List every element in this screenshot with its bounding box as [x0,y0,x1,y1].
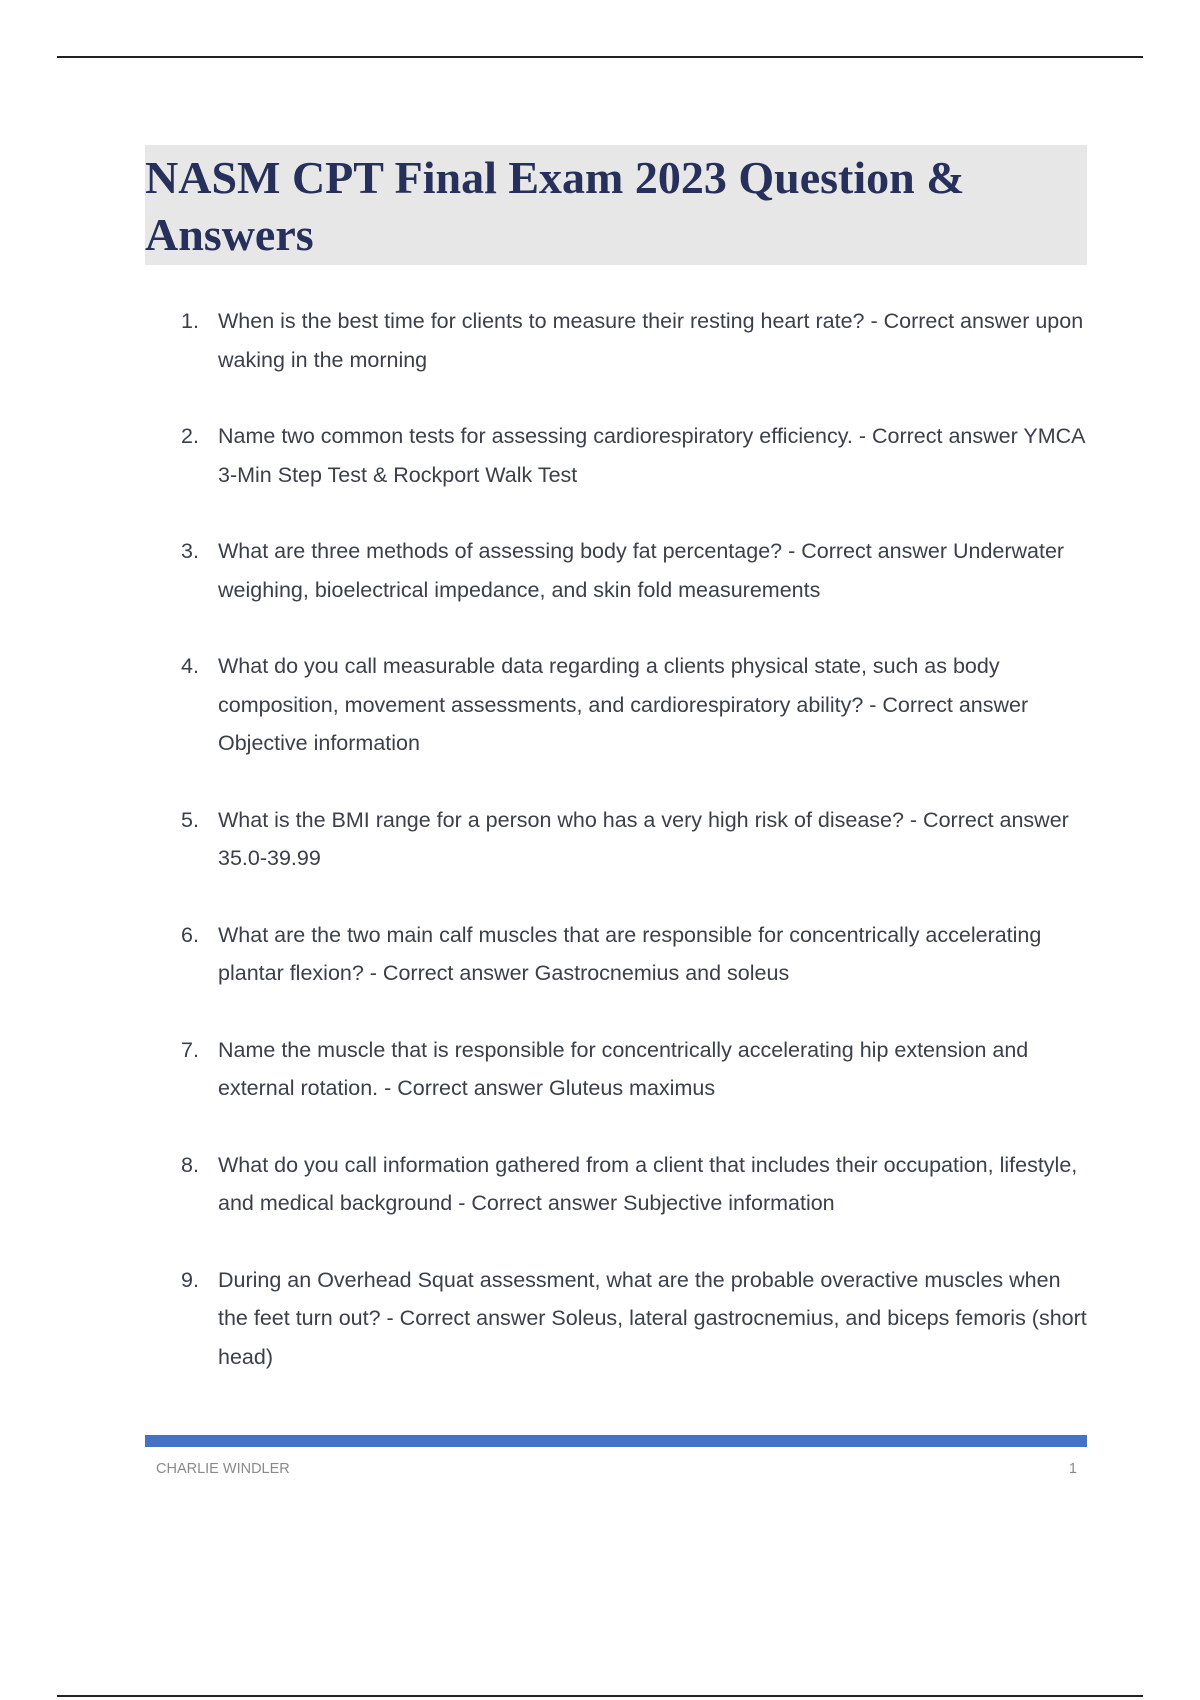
question-number: 2. [181,424,199,448]
question-text: What are three methods of assessing body fat percentage? - Correct answer Underwater weighing, bioelectrical impedance, and skin fold measurements [218,539,1065,602]
question-item [145,801,1087,878]
question-number: 8. [181,1152,199,1177]
question-item [145,532,1087,609]
question-number: 1. [181,309,199,333]
question-text: Name two common tests for assessing cardiorespiratory efficiency. - Correct answer YMCA 3-Min Step Test & Rockport Walk Test [218,424,1085,487]
document-title: NASM CPT Final Exam 2023 Question & Answers [145,152,965,260]
bottom-rule [57,1695,1143,1697]
footer-accent-bar [145,1435,1087,1447]
question-text: Name the muscle that is responsible for concentrically accelerating hip extension and external rotation. - Correct answer Gluteus maximus [218,1037,1029,1100]
question-number: 5. [181,807,199,832]
top-rule [57,56,1143,58]
question-number: 3. [181,539,199,563]
question-number: 4. [181,654,199,678]
footer-author: CHARLIE WINDLER [156,1461,290,1477]
question-text: What are the two main calf muscles that are responsible for concentrically accelerating plantar flexion? - Correct answer Gastrocnemius and soleus [218,922,1042,985]
question-text: What is the BMI range for a person who has a very high risk of disease? - Correct answer 35.0-39.99 [218,807,1069,870]
question-list [145,302,1087,1376]
question-number: 9. [181,1267,199,1292]
question-item [145,647,1087,763]
question-text: What do you call information gathered from a client that includes their occupation, lifestyle, and medical background - Correct answer Subjective information [218,1152,1078,1215]
question-item [145,417,1087,494]
question-number: 7. [181,1037,199,1062]
question-item [145,1031,1087,1108]
question-item [145,916,1087,993]
footer-row [145,1447,1087,1477]
question-text: During an Overhead Squat assessment, what are the probable overactive muscles when the feet turn out? - Correct answer Soleus, lateral gastrocnemius, and biceps femoris (short head) [218,1267,1087,1369]
question-item [145,1261,1087,1377]
question-text: When is the best time for clients to measure their resting heart rate? - Correct answer upon waking in the morning [218,309,1084,372]
question-number: 6. [181,922,199,947]
footer-page-number: 1 [1068,1461,1077,1477]
question-item [145,302,1087,379]
document-body [145,145,1087,1414]
page-footer [145,1435,1087,1477]
question-text: What do you call measurable data regarding a clients physical state, such as body composition, movement assessments, and cardiorespiratory ability? - Correct answer Objective information [218,654,1029,755]
question-item [145,1146,1087,1223]
title-block [145,145,1087,265]
